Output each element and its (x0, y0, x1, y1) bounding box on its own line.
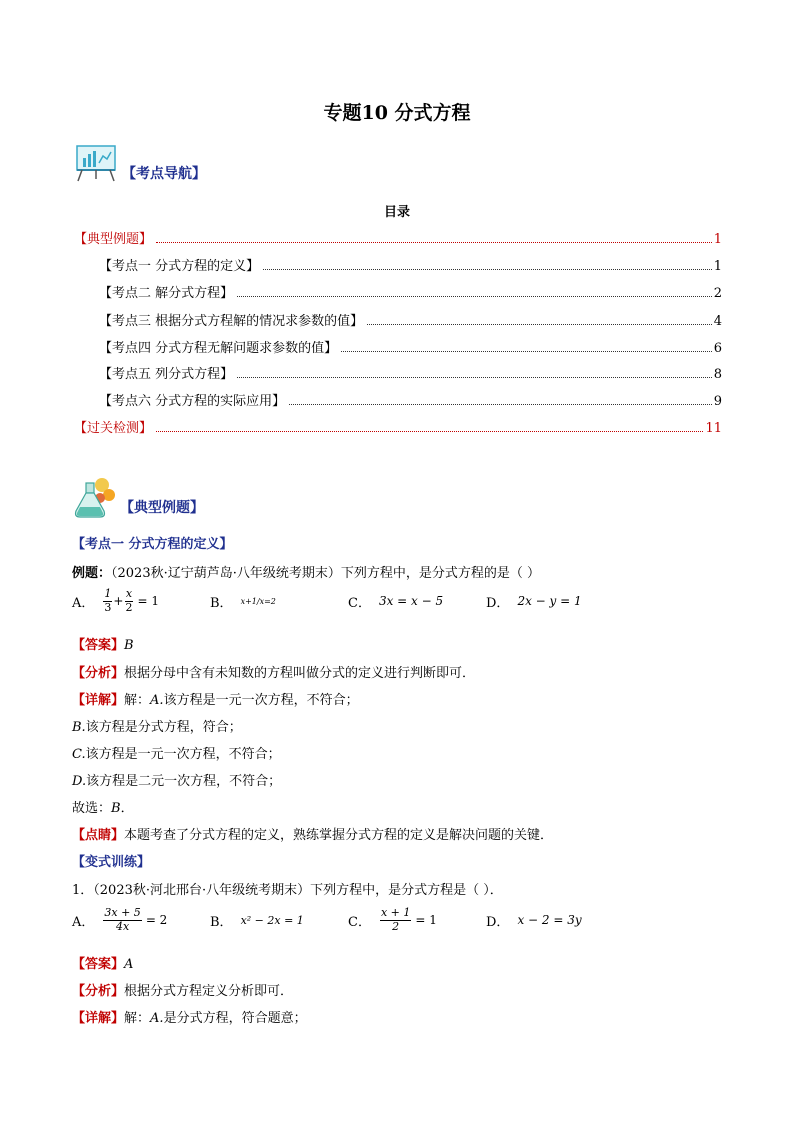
toc-page-number: 4 (713, 314, 722, 329)
example-choose: 故选：B． (72, 801, 134, 816)
variant-option-b-equation: x² − 2x = 1 (240, 913, 304, 927)
variant-options (72, 907, 582, 933)
option-letter: A． (72, 914, 95, 930)
nav-section-label: 【考点导航】 (122, 166, 206, 182)
example-prefix: 例题： (72, 566, 112, 581)
example-options (72, 588, 582, 614)
toc-item-typical-examples[interactable] (74, 228, 722, 247)
kp1-heading: 【考点一 分式方程的定义】 (72, 537, 233, 552)
toc-item-kp1[interactable] (99, 255, 722, 274)
toc-item-label: 【过关检测】 (74, 421, 153, 436)
variant-option-d-equation: x − 2 = 3y (517, 913, 582, 928)
toc-leader-dots (341, 351, 712, 352)
example-analysis (72, 662, 475, 681)
toc-leader-dots (289, 404, 712, 405)
toc-leader-dots (367, 324, 712, 325)
option-letter: D． (486, 914, 510, 930)
variant-heading: 【变式训练】 (72, 855, 151, 870)
option-c-equation: 3x = x − 5 (378, 594, 444, 609)
example-detail-line-2: B.该方程是分式方程，符合； (72, 720, 242, 735)
toc-leader-dots (156, 242, 712, 243)
variant-option-c-equation: $\frac{x + 1}{2}$ = 1 (380, 906, 437, 933)
toc-item-kp4[interactable] (99, 337, 722, 356)
example-comment (72, 824, 553, 843)
page-title: 专题10 分式方程 (323, 102, 471, 124)
toc-item-kp3[interactable] (99, 310, 722, 329)
toc-title: 目录 (383, 205, 410, 220)
toc-leader-dots (237, 296, 712, 297)
option-letter: C． (348, 595, 371, 611)
option-d[interactable] (486, 592, 582, 611)
toc-page-number: 11 (705, 421, 722, 436)
option-c[interactable] (348, 592, 486, 611)
variant-option-d[interactable] (486, 911, 582, 930)
option-letter: B． (210, 914, 233, 930)
toc-page-number: 1 (713, 232, 722, 247)
answer-tag: 【答案】 (72, 957, 125, 972)
toc-item-label: 【典型例题】 (74, 232, 153, 247)
option-letter: B． (210, 595, 233, 611)
variant-detail: 【详解】解：A.是分式方程，符合题意； (72, 1011, 307, 1026)
variant-option-a[interactable] (72, 907, 210, 933)
toc-item-label: 【考点二 解分式方程】 (99, 286, 234, 301)
variant-analysis (72, 980, 293, 999)
toc-item-label: 【考点三 根据分式方程解的情况求参数的值】 (99, 314, 364, 329)
toc-page-number: 1 (713, 259, 722, 274)
detail-tag: 【详解】 (72, 1011, 125, 1026)
variant-option-c[interactable] (348, 907, 486, 933)
example-detail-line-3: C.该方程是一元一次方程，不符合； (72, 747, 281, 762)
option-b-equation: x+1/x=2 (240, 596, 276, 606)
presentation-board-icon (74, 143, 120, 183)
option-b[interactable] (210, 592, 348, 611)
answer-tag: 【答案】 (72, 638, 125, 653)
analysis-text: 根据分母中含有未知数的方程叫做分式的定义进行判断即可． (124, 666, 476, 681)
toc-item-label: 【考点四 分式方程无解问题求参数的值】 (99, 341, 338, 356)
toc-item-label: 【考点六 分式方程的实际应用】 (99, 394, 286, 409)
toc-page-number: 9 (713, 394, 722, 409)
toc-item-kp6[interactable] (99, 390, 722, 409)
toc-page-number: 8 (713, 367, 722, 382)
variant-answer (72, 953, 133, 972)
nav-section-header (74, 143, 206, 183)
toc-page-number: 2 (713, 286, 722, 301)
comment-text: 本题考查了分式方程的定义，熟练掌握分式方程的定义是解决问题的关键． (124, 828, 554, 843)
example-detail-line-4: D.该方程是二元一次方程，不符合； (72, 774, 282, 789)
example-question-text: （2023秋·辽宁葫芦岛·八年级统考期末）下列方程中，是分式方程的是（ ） (111, 566, 540, 581)
option-letter: A． (72, 595, 95, 611)
toc-item-review[interactable] (74, 417, 722, 436)
toc-item-label: 【考点五 列分式方程】 (99, 367, 234, 382)
toc-page-number: 6 (713, 341, 722, 356)
toc-leader-dots (156, 431, 703, 432)
analysis-tag: 【分析】 (72, 666, 125, 681)
example-detail-line-1: 【详解】解：A.该方程是一元一次方程，不符合； (72, 693, 359, 708)
analysis-tag: 【分析】 (72, 984, 125, 999)
flask-icon (72, 475, 118, 521)
variant-question-1: 1．（2023秋·河北邢台·八年级统考期末）下列方程中，是分式方程是（ ）． (72, 883, 503, 898)
answer-value: B (124, 638, 134, 653)
example-answer (72, 634, 134, 653)
option-d-equation: 2x − y = 1 (517, 594, 582, 609)
answer-value: A (124, 957, 134, 972)
variant-option-a-equation: $\frac{3x + 5}{4x}$ = 2 (104, 906, 168, 933)
detail-tag: 【详解】 (72, 693, 125, 708)
toc-leader-dots (263, 269, 712, 270)
variant-option-b[interactable] (210, 911, 348, 930)
option-a[interactable] (72, 588, 210, 614)
comment-tag: 【点睛】 (72, 828, 125, 843)
example-question (72, 562, 540, 581)
option-letter: C． (348, 914, 371, 930)
option-letter: D． (486, 595, 510, 611)
examples-section-header (72, 475, 204, 521)
analysis-text: 根据分式方程定义分析即可． (124, 984, 294, 999)
option-a-equation: $\frac{1}{3}$ + $\frac{x}{2}$ = 1 (104, 587, 159, 614)
toc-item-kp2[interactable] (99, 282, 722, 301)
examples-section-label: 【典型例题】 (120, 500, 204, 516)
toc-leader-dots (237, 377, 712, 378)
toc-item-kp5[interactable] (99, 363, 722, 382)
toc-item-label: 【考点一 分式方程的定义】 (99, 259, 260, 274)
